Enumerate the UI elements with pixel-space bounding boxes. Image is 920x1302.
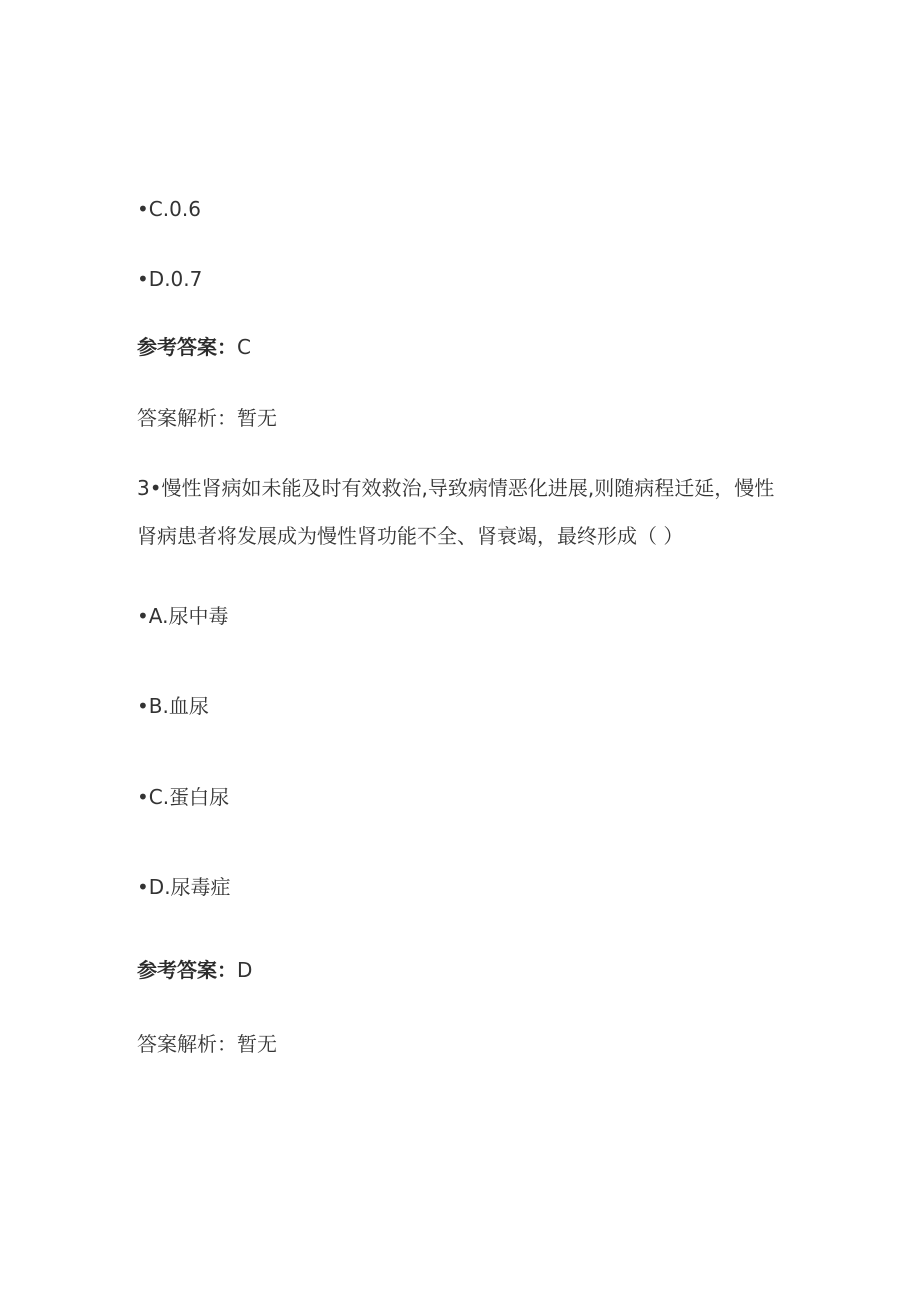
q3-stem-line2: 肾病患者将发展成为慢性肾功能不全、肾衰竭，最终形成（ ） [137, 524, 684, 548]
q3-option-b: •B.血尿 [137, 694, 209, 718]
q2-explanation: 答案解析：暂无 [137, 406, 277, 430]
q2-answer [137, 333, 251, 361]
q3-option-a: •A.尿中毒 [137, 604, 229, 628]
q2-option-c: •C.0.6 [137, 197, 201, 221]
q3-explanation: 答案解析：暂无 [137, 1032, 277, 1056]
answer-value: C [237, 335, 251, 359]
answer-value: D [237, 958, 253, 982]
q3-stem-line1: 3•慢性肾病如未能及时有效救治,导致病情恶化进展,则随病程迁延，慢性 [137, 476, 775, 500]
q3-answer [137, 956, 252, 984]
q2-option-d: •D.0.7 [137, 267, 203, 291]
answer-label: 参考答案： [137, 958, 237, 982]
q3-option-c: •C.蛋白尿 [137, 785, 230, 809]
answer-label: 参考答案： [137, 335, 237, 359]
q3-option-d: •D.尿毒症 [137, 875, 231, 899]
